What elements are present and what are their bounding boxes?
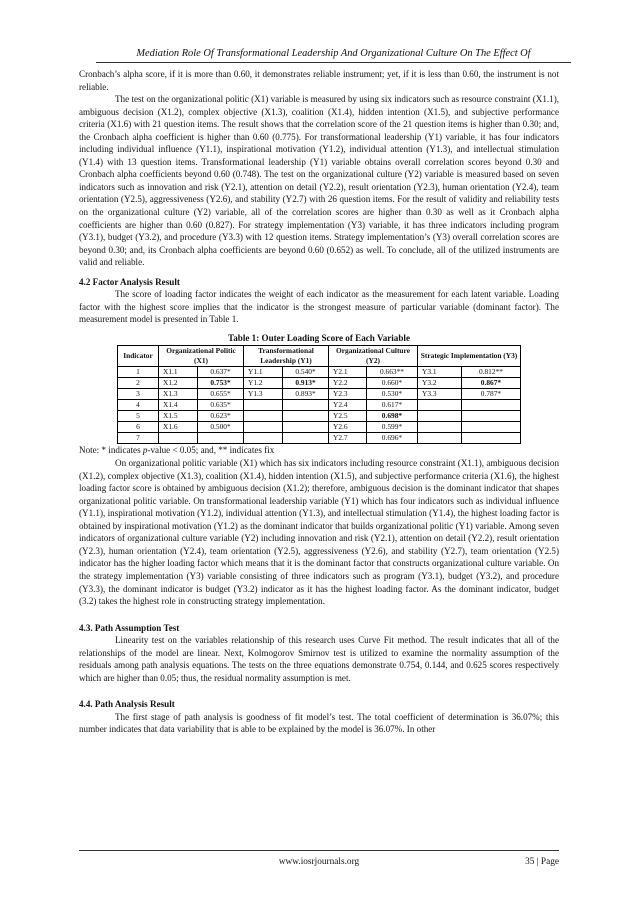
header-indicator: Indicator <box>118 346 159 367</box>
table-cell: 0.500* <box>198 422 244 433</box>
table-cell: 0.663** <box>366 367 417 378</box>
running-title: Mediation Role Of Transformational Leadership And Organizational Culture On The Effect Of <box>136 48 531 59</box>
table-cell: 0.635* <box>198 400 244 411</box>
table-cell: X1.6 <box>159 422 198 433</box>
row-number-cell: 3 <box>118 389 159 400</box>
table-cell: Y3.3 <box>418 389 462 400</box>
paragraph-variable-tests: The test on the organizational politic (X1) variable is measured by using six indicators such as resource constraint (X1.1), ambiguous decision (X1.2), complex objective (X1.3), coalition (X1.4), hidden intention (X1.5), and subjective performance criteria (X1.6) with 21 question items. The result shows that the correlation score of the 21 question items is higher than 0.30; and, the Cronbach alpha coefficient is higher than 0.60 (0.775). For transformational leadership (Y1) variable, it has four indicators including individual influence (Y1.1), inspirational motivation (Y1.2), individual attention (Y1.3), and intellectual stimulation (Y1.4) with 13 question items. Transformational leadership (Y1) variable obtains overall correlation scores beyond 0.30 and Cronbach alpha coefficients beyond 0.60 (0.748). The test on the organizational culture (Y2) variable is measured based on seven indicators such as innovation and risk (Y2.1), attention on detail (Y2.2), result orientation (Y2.3), human orientation (Y2.4), team orientation (Y2.5), aggressiveness (Y2.6), and stability (Y2.7) with 26 question items. For the result of validity and reliability tests on the organizational culture (Y2) variable, all of the correlation scores are higher than 0.30 as well as it Cronbach alpha coefficients are higher than 0.60 (0.827). For strategy implementation (Y3) variable, it has three indicators including program (Y3.1), budget (Y3.2), and procedure (Y3.3) with 12 question items. Strategy implementation’s (Y3) overall correlation scores are beyond 0.30; and, its Cronbach alpha coefficients are beyond 0.60 (0.652) as well. To conclude, all of the utilized instruments are valid and reliable. <box>79 94 559 268</box>
table-cell <box>461 433 520 444</box>
section-heading-4-2: 4.2 Factor Analysis Result <box>79 276 180 287</box>
table-cell: X1.4 <box>159 400 198 411</box>
section-gap <box>79 608 559 615</box>
table-cell: 0.617* <box>366 400 417 411</box>
row-number-cell: 1 <box>118 367 159 378</box>
table-cell <box>461 422 520 433</box>
table-cell: Y2.7 <box>329 433 367 444</box>
table-cell: 0.812** <box>461 367 520 378</box>
table-cell <box>283 433 329 444</box>
table-cell <box>418 422 462 433</box>
table-cell <box>283 411 329 422</box>
table-cell: 0.787* <box>461 389 520 400</box>
table-row <box>118 433 521 444</box>
table-row <box>118 400 521 411</box>
table-cell: 0.655* <box>198 389 244 400</box>
table-cell: 0.696* <box>366 433 417 444</box>
table-cell: 0.753* <box>198 378 244 389</box>
row-number-cell: 7 <box>118 433 159 444</box>
table-cell <box>461 400 520 411</box>
outer-loading-table <box>117 345 521 444</box>
table-cell: 0.660* <box>366 378 417 389</box>
table-cell: 0.893* <box>283 389 329 400</box>
table-header-row <box>118 346 521 367</box>
table-row <box>118 378 521 389</box>
table-cell: Y2.3 <box>329 389 367 400</box>
table-cell: Y1.3 <box>244 389 283 400</box>
section-heading-4-3: 4.3. Path Assumption Test <box>79 622 180 633</box>
table-cell <box>159 433 198 444</box>
table-cell: 0.623* <box>198 411 244 422</box>
header-y1: Transformational Leadership (Y1) <box>244 346 329 367</box>
table-cell <box>244 400 283 411</box>
table-cell: Y1.2 <box>244 378 283 389</box>
section-heading-4-4: 4.4. Path Analysis Result <box>79 699 175 710</box>
row-number-cell: 2 <box>118 378 159 389</box>
table-cell: Y2.1 <box>329 367 367 378</box>
table-cell: 0.913* <box>283 378 329 389</box>
header-x1: Organizational Politic (X1) <box>159 346 244 367</box>
table-cell: Y1.1 <box>244 367 283 378</box>
table-cell <box>244 422 283 433</box>
table-cell: 0.599* <box>366 422 417 433</box>
paragraph-dominant-indicators: On organizational politic variable (X1) which has six indicators including resource constraint (X1.1), ambiguous decision (X1.2), complex objective (X1.3), coalition (X1.4), hidden intention (X1.5), and subjective performance criteria (X1.6), the highest loading factor score is obtained by ambiguous decision (X1.2); therefore, ambiguous decision is the dominant indicator that shapes organizational politic variable. On transformational leadership variable (Y1) which has four indicators such as individual influence (Y1.1), inspirational motivation (Y1.2), individual attention (Y1.3), and intellectual stimulation (Y1.4), the highest loading factor is obtained by inspirational motivation (Y1.2) as the dominant indicator that builds organizational politic (Y1) variable. Among seven indicators of organizational culture variable (Y2) including innovation and risk (Y2.1), attention on detail (Y2.2), result orientation (Y2.3), human orientation (Y2.4), team orientation (Y2.5), aggressiveness (Y2.6), and stability (Y2.7), team orientation (Y2.5) indicator has the higher loading factor which means that it is the dominant factor that constructs organizational culture variable. On the strategy implementation (Y3) variable consisting of three indicators such as program (Y3.1), budget (Y3.2), and procedure (Y3.3), the dominant indicator is budget (Y3.2) indicator as it has the highest loading factor. As the dominant indicator, budget (3.2) takes the highest role in constructing strategy implementation. <box>79 458 559 607</box>
footer-rule <box>79 850 559 851</box>
table-cell: 0.698* <box>366 411 417 422</box>
table-cell <box>461 411 520 422</box>
table-cell: Y2.5 <box>329 411 367 422</box>
footer-url[interactable]: www.iosrjournals.org <box>278 857 360 867</box>
row-number-cell: 4 <box>118 400 159 411</box>
table-cell <box>418 411 462 422</box>
table-cell: X1.1 <box>159 367 198 378</box>
table-cell <box>244 433 283 444</box>
row-number-cell: 6 <box>118 422 159 433</box>
table-row <box>118 367 521 378</box>
table-row <box>118 422 521 433</box>
table-cell: Y3.2 <box>418 378 462 389</box>
table-cell: Y3.1 <box>418 367 462 378</box>
table-cell: 0.867* <box>461 378 520 389</box>
page-number: 35 | Page <box>525 857 559 867</box>
table-cell: 0.530* <box>366 389 417 400</box>
table-cell <box>283 422 329 433</box>
header-y3: Strategic Implementation (Y3) <box>418 346 521 367</box>
table-cell: Y2.4 <box>329 400 367 411</box>
table-cell <box>418 400 462 411</box>
header-rule <box>96 62 571 63</box>
table-body <box>118 367 521 444</box>
article-body <box>79 68 559 736</box>
paragraph-path-analysis: The first stage of path analysis is goodness of fit model’s test. The total coefficient of determination is 36.07%; this number indicates that data variability that is able to be explained by the model is 36.07%. In other <box>79 711 559 735</box>
table-cell <box>283 400 329 411</box>
table-cell: Y2.2 <box>329 378 367 389</box>
table-cell: X1.3 <box>159 389 198 400</box>
table-row <box>118 411 521 422</box>
table-cell: Y2.6 <box>329 422 367 433</box>
row-number-cell: 5 <box>118 411 159 422</box>
table-cell: X1.2 <box>159 378 198 389</box>
table-cell <box>198 433 244 444</box>
table-cell: 0.637* <box>198 367 244 378</box>
table-cell: 0.540* <box>283 367 329 378</box>
section-gap <box>79 684 559 691</box>
table-caption: Table 1: Outer Loading Score of Each Variable <box>228 332 410 343</box>
table-cell <box>244 411 283 422</box>
header-y2: Organizational Culture (Y2) <box>329 346 418 367</box>
paragraph-cronbach: Cronbach’s alpha score, if it is more than 0.60, it demonstrates reliable instrument; yet, if it is less than 0.60, the instrument is not reliable. <box>79 69 559 92</box>
table-cell <box>418 433 462 444</box>
table-cell: X1.5 <box>159 411 198 422</box>
table-note: Note: * indicates p-value < 0.05; and, ** indicates fix <box>79 445 275 456</box>
paragraph-path-assumption: Linearity test on the variables relationship of this research uses Curve Fit method. The result indicates that all of the relationships of the model are linear. Next, Kolmogorov Smirnov test is utilized to examine the normality assumption of the residuals among path analysis equations. The tests on the three equations demonstrate 0.754, 0.144, and 0.625 scores respectively which are higher than 0.05; thus, the residual normality assumption is met. <box>79 635 559 683</box>
table-row <box>118 389 521 400</box>
paragraph-loading-factor: The score of loading factor indicates the weight of each indicator as the measurement for each latent variable. Loading factor with the highest score implies that the indicator is the strongest measure of particular variable (dominant factor). The measurement model is presented in Table 1. <box>79 289 559 325</box>
